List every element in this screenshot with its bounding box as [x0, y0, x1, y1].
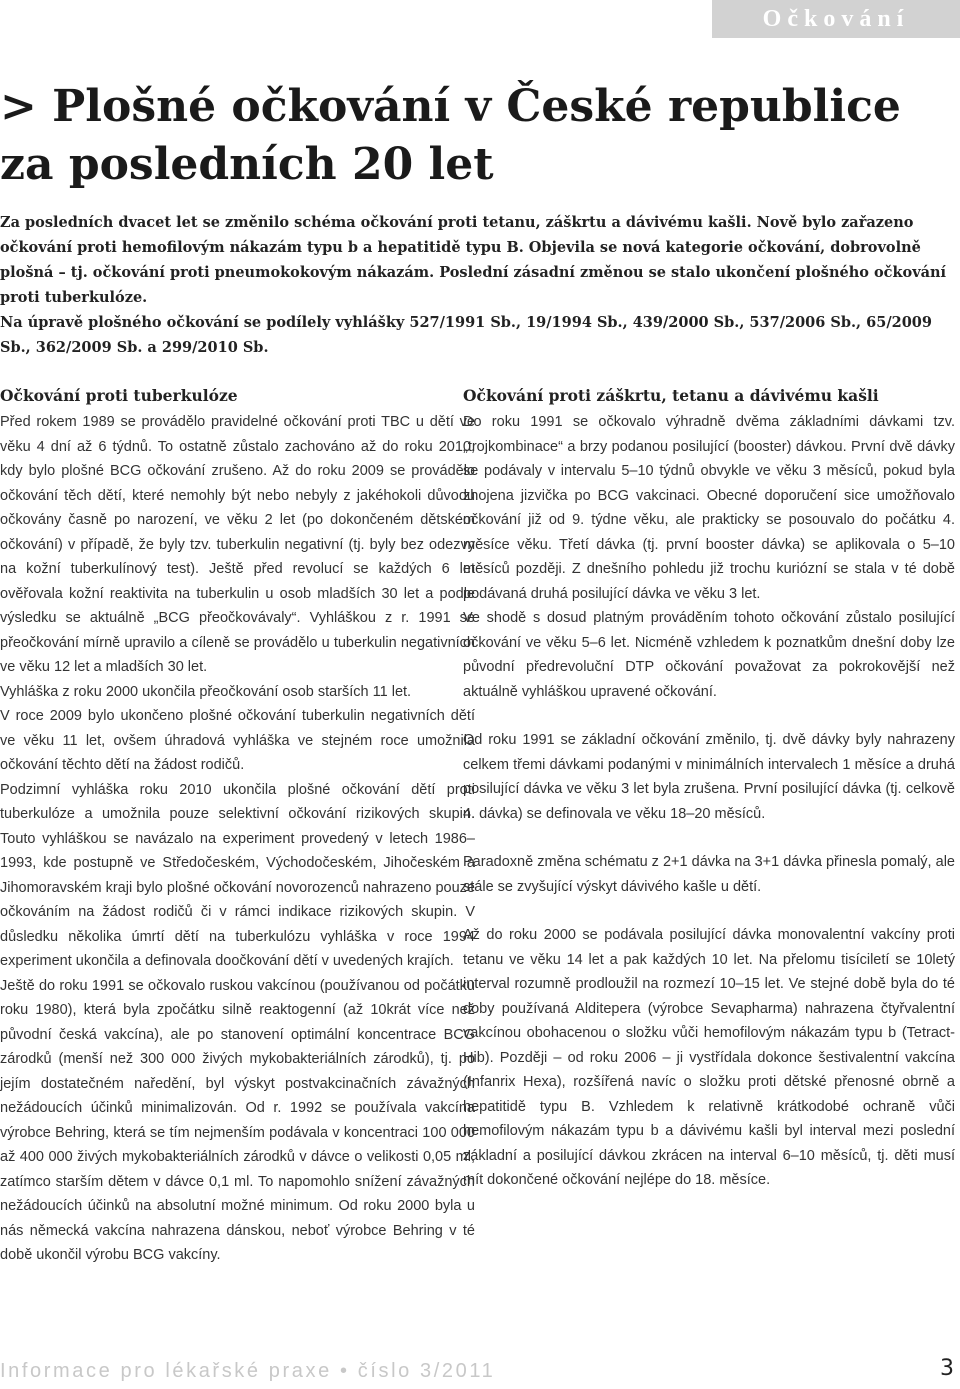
body-paragraph: Ve shodě s dosud platným prováděním tohoto očkování zůstalo posilující očkování ve věku 5–6 let. Nicméně vzhledem k poznatkům dnešní doby lze původní předrevoluční DTP očkování považovat za pokrokovější než aktuálně vyhláškou upravené očkování. [463, 610, 955, 700]
lead-paragraph: Za posledních dvacet let se změnilo schéma očkování proti tetanu, záškrtu a dávivému kašli. Nově bylo zařazeno očkování proti hemofilovým nákazám typu b a hepatitidě typu B. Objevila se nová kategorie očkování, dobrovolně plošná – tj. očkování proti pneumokokovým nákazám. Poslední zásadní změnou se stalo ukončení plošného očkování proti tuberkulóze. [0, 214, 947, 306]
section-tag: Očkování [712, 0, 960, 38]
body-paragraph: Od roku 1991 se základní očkování změnilo, tj. dvě dávky byly nahrazeny celkem třemi dávkami podanými v minimálních intervalech 1 měsíce a druhá posilující dávka ve věku 3 let byla zrušena. První posilující dávka (tj. celkově 4. dávka) se definovala ve věku 18–20 měsíců. [463, 732, 955, 822]
section-heading-tuberculosis: Očkování proti tuberkulóze [0, 386, 238, 405]
left-column [0, 383, 475, 1268]
right-column [463, 383, 955, 1193]
body-paragraph: Ještě do roku 1991 se očkovalo ruskou vakcínou (používanou od počátku roku 1980), která byla zpočátku silně reaktogenní (až 10krát více než původní česká vakcína), ale po stanovení optimální koncentrace BCG zárodků (menší než 300 000 živých mykobakteriálních zárodků), tj. po jejím dostatečném naředění, byl výskyt postvakcinačních závažných nežádoucích účinků minimalizován. Od r. 1992 se používala vakcína výrobce Behring, která se tím nejmenším podávala v koncentraci 100 000 až 400 000 živých mykobakteriálních zárodků v dávce o velikosti 0,05 ml, zatímco starším dětem v dávce 0,1 ml. To napomohlo snížení závažných nežádoucích účinků na absolutní možné minimum. Od roku 2000 byla u nás německá vakcína nahrazena dánskou, neboť výrobce Behring v té době ukončil výrobu BCG vakcíny. [0, 977, 475, 1263]
body-paragraph: Podzimní vyhláška roku 2010 ukončila plošné očkování dětí proti tuberkulóze a umožnila pouze selektivní očkování rizikových skupin. Touto vyhláškou se navázalo na experiment provedený v letech 1986–1993, kde postupně ve Středočeském, Východočeském, Jihočeském a Jihomoravském kraji bylo plošné očkování novorozenců nahrazeno pouze očkováním na žádost rodičů či v rámci indikace rizikových skupin. V důsledku několika úmrtí dětí na tuberkulózu vyhláška v roce 1994 experiment ukončila a definovala doočkování dětí v uvedených krajích. [0, 781, 475, 969]
article-lead [0, 210, 955, 360]
lead-paragraph: Na úpravě plošného očkování se podílely vyhlášky 527/1991 Sb., 19/1994 Sb., 439/2000 Sb., 537/2006 Sb., 65/2009 Sb., 362/2009 Sb. a 299/2010 Sb. [0, 314, 932, 356]
body-paragraph: Až do roku 2000 se podávala posilující dávka monovalentní vakcíny proti tetanu ve věku 14 let a pak každých 10 let. Na přelomu tisíciletí se 10letý interval rozumně prodloužil na rozmezí 10–15 let. Ve stejné době byla do té doby používaná Alditepera (výrobce Sevapharma) nahrazena čtyřvalentní vakcínou obohacenou o složku vůči hemofilovým nákazám typu b (Tetract-Hib). Později – od roku 2006 – ji vystřídala dokonce šestivalentní vakcína (Infanrix Hexa), rozšířená navíc o složku proti dětské přenosné obrně a hepatitidě typu B. Vzhledem k relativně krátkodobé ochraně vůči hemofilovým nákazám typu b a dávivému kašli byl interval mezi poslední základní a posilující dávkou zkrácen na interval 6–10 měsíců, tj. děti musí mít dokončené očkování nejlépe do 18. měsíce. [463, 927, 955, 1188]
body-paragraph: Do roku 1991 se očkovalo výhradně dvěma základními dávkami tzv. „trojkombinace“ a brzy podanou posilující (booster) dávkou. První dvě dávky se podávaly v intervalu 5–10 týdnů obvykle ve věku 3 měsíců, pokud byla zhojena jizvička po BCG vakcinaci. Obecné doporučení sice umožňovalo očkování již od 9. týdne věku, ale prakticky se posouvalo do počátku 4. měsíce věku. Třetí dávka (tj. první booster dávka) se aplikovala o 5–10 měsíců později. Z dnešního pohledu již trochu kuriózní se stala v té době podávaná druhá posilující dávka ve věku 3 let. [463, 414, 955, 602]
section-heading-dtp: Očkování proti záškrtu, tetanu a dávivému kašli [463, 386, 879, 405]
body-paragraph: V roce 2009 bylo ukončeno plošné očkování tuberkulin negativních dětí ve věku 11 let, ovšem úhradová vyhláška ve stejném roce umožnila očkování těchto dětí na žádost rodičů. [0, 708, 475, 773]
article-title: > Plošné očkování v České republice za posledních 20 let [0, 81, 901, 190]
body-paragraph: Paradoxně změna schématu z 2+1 dávka na 3+1 dávka přinesla pomalý, ale stále se zvyšující výskyt dávivého kašle u dětí. [463, 854, 955, 895]
footer-publication: Informace pro lékařské praxe • číslo 3/2011 [0, 1360, 496, 1382]
page-number: 3 [940, 1356, 954, 1381]
body-paragraph: Vyhláška z roku 2000 ukončila přeočkování osob starších 11 let. [0, 683, 412, 700]
body-paragraph: Před rokem 1989 se provádělo pravidelné očkování proti TBC u dětí ve věku 4 dní až 6 týdnů. To ostatně zůstalo zachováno až do roku 2010, kdy bylo plošné BCG očkování zrušeno. Až do roku 2009 se provádělo očkování těch dětí, které nemohly být nebo nebyly z jakéhokoli důvodu očkovány časně po narození, ve věku 2 let (po dokončeném dětském očkování) v případě, že byly tzv. tuberkulin negativní (tj. byly bez odezvy na kožní tuberkulínový test). Ještě před revolucí se každých 6 let ověřovala kožní reaktivita na tuberkulin u osob mladších 30 let a podle výsledku se aktuálně „BCG přeočkovávaly“. Vyhláškou z r. 1991 se přeočkování mírně upravilo a cíleně se provádělo u tuberkulin negativních ve věku 12 let a mladších 30 let. [0, 414, 475, 675]
